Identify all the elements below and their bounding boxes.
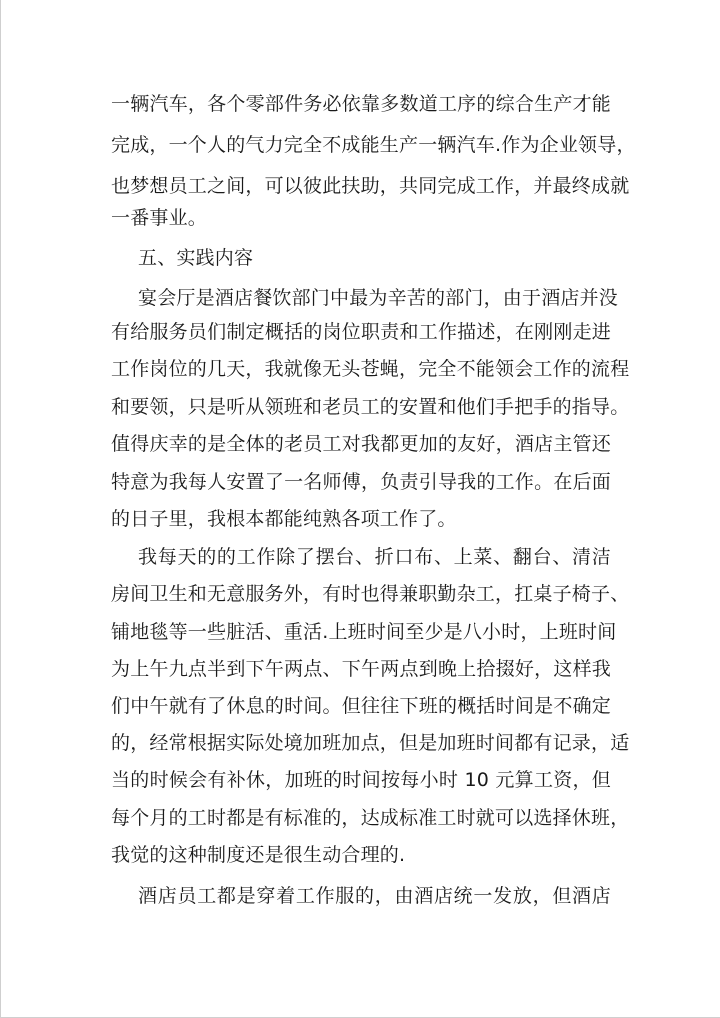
text-line: 当的时候会有补休，加班的时间按每小时 10 元算工资，但 <box>111 769 611 791</box>
text-line: 每个月的工时都是有标准的，达成标准工时就可以选择休班， <box>111 807 630 829</box>
text-line: 值得庆幸的是全体的老员工对我都更加的友好，酒店主管还 <box>111 433 611 455</box>
text-line: 宴会厅是酒店餐饮部门中最为辛苦的部门，由于酒店并没 <box>138 287 619 309</box>
text-line: 们中午就有了休息的时间。但往往下班的概括时间是不确定 <box>111 695 611 717</box>
section-heading: 五、实践内容 <box>138 247 254 269</box>
text-line: 铺地毯等一些脏活、重活.上班时间至少是八小时，上班时间 <box>111 621 617 643</box>
text-line: 酒店员工都是穿着工作服的，由酒店统一发放，但酒店 <box>138 885 611 907</box>
text-line: 有给服务员们制定概括的岗位职责和工作描述，在刚刚走进 <box>111 321 611 343</box>
text-line: 我觉的这种制度还是很生动合理的. <box>111 844 406 866</box>
text-line: 的，经常根据实际处境加班加点，但是加班时间都有记录，适 <box>111 732 630 754</box>
text-line: 一辆汽车，各个零部件务必依靠多数道工序的综合生产才能 <box>111 93 611 115</box>
text-line: 完成，一个人的气力完全不成能生产一辆汽车.作为企业领导， <box>111 134 636 156</box>
text-line: 特意为我每人安置了一名师傅，负责引导我的工作。在后面 <box>111 471 611 493</box>
text-line: 房间卫生和无意服务外，有时也得兼职勤杂工，扛桌子椅子、 <box>111 583 630 605</box>
text-line: 一番事业。 <box>111 207 208 229</box>
text-line: 和要领，只是听从领班和老员工的安置和他们手把手的指导。 <box>111 396 630 418</box>
text-line: 为上午九点半到下午两点、下午两点到晚上拾掇好，这样我 <box>111 658 611 680</box>
text-line: 我每天的的工作除了摆台、折口布、上菜、翻台、清洁 <box>138 546 611 568</box>
text-line: 也梦想员工之间，可以彼此扶助，共同完成工作，并最终成就 <box>111 175 630 197</box>
text-line: 的日子里，我根本都能纯熟各项工作了。 <box>111 508 457 530</box>
text-line: 工作岗位的几天，我就像无头苍蝇，完全不能领会工作的流程 <box>111 358 630 380</box>
